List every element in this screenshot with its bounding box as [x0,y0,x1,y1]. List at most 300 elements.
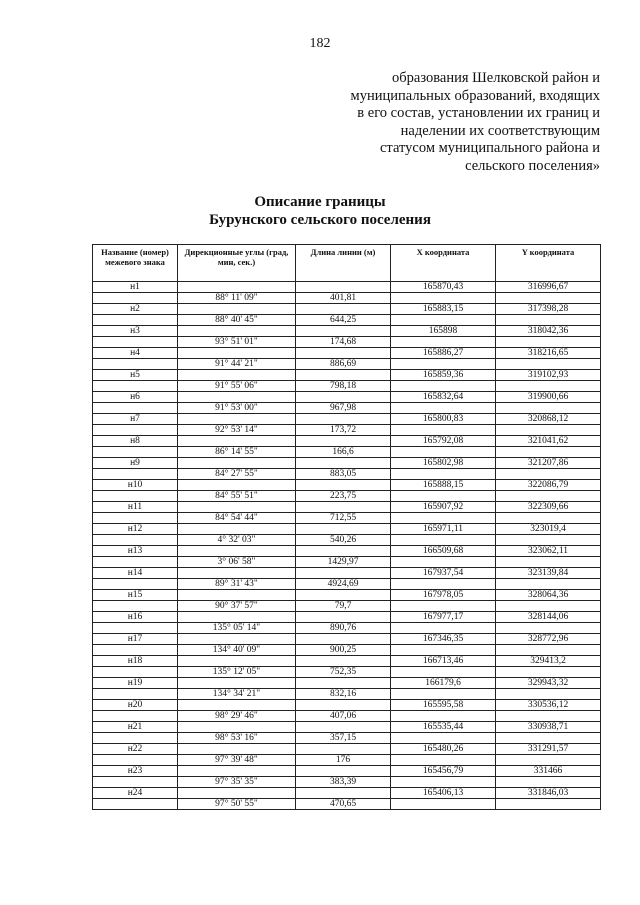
line-length-cell: 223,75 [296,491,391,502]
header-line-length: Длина линии (м) [296,245,391,282]
empty-length-cell [296,326,391,337]
line-length-cell: 712,55 [296,513,391,524]
segment-row [93,513,601,524]
empty-x-cell [391,469,496,480]
point-name-cell: н14 [93,568,178,579]
point-name-cell: н15 [93,590,178,601]
x-coordinate-cell: 167346,35 [391,634,496,645]
empty-y-cell [496,447,601,458]
direction-angle-cell: 134° 34' 21" [178,689,296,700]
empty-name-cell [93,403,178,414]
segment-row [93,623,601,634]
x-coordinate-cell: 165456,79 [391,766,496,777]
empty-name-cell [93,359,178,370]
y-coordinate-cell: 328772,96 [496,634,601,645]
x-coordinate-cell: 166509,68 [391,546,496,557]
point-row [93,744,601,755]
point-name-cell: н11 [93,502,178,513]
header-y-coordinate: Y координата [496,245,601,282]
empty-angle-cell [178,502,296,513]
line-length-cell: 883,05 [296,469,391,480]
point-name-cell: н22 [93,744,178,755]
empty-x-cell [391,711,496,722]
line-length-cell: 886,69 [296,359,391,370]
empty-length-cell [296,370,391,381]
empty-y-cell [496,293,601,304]
empty-angle-cell [178,590,296,601]
empty-name-cell [93,315,178,326]
segment-row [93,667,601,678]
document-title [0,193,640,229]
empty-x-cell [391,293,496,304]
empty-name-cell [93,425,178,436]
point-name-cell: н7 [93,414,178,425]
direction-angle-cell: 134° 40' 09" [178,645,296,656]
y-coordinate-cell: 318042,36 [496,326,601,337]
empty-y-cell [496,755,601,766]
empty-name-cell [93,293,178,304]
x-coordinate-cell: 165898 [391,326,496,337]
point-name-cell: н12 [93,524,178,535]
point-name-cell: н17 [93,634,178,645]
segment-row [93,535,601,546]
empty-angle-cell [178,678,296,689]
empty-length-cell [296,678,391,689]
empty-length-cell [296,282,391,293]
point-name-cell: н18 [93,656,178,667]
header-line: в его состав, установлении их границ и [357,105,600,121]
segment-row [93,645,601,656]
point-name-cell: н2 [93,304,178,315]
point-name-cell: н3 [93,326,178,337]
line-length-cell: 832,16 [296,689,391,700]
direction-angle-cell: 135° 05' 14" [178,623,296,634]
segment-row [93,755,601,766]
point-row [93,458,601,469]
empty-y-cell [496,777,601,788]
empty-x-cell [391,315,496,326]
empty-length-cell [296,458,391,469]
point-row [93,436,601,447]
x-coordinate-cell: 167977,17 [391,612,496,623]
point-name-cell: н9 [93,458,178,469]
empty-angle-cell [178,722,296,733]
empty-angle-cell [178,304,296,315]
empty-angle-cell [178,546,296,557]
y-coordinate-cell: 319900,66 [496,392,601,403]
x-coordinate-cell: 165907,92 [391,502,496,513]
y-coordinate-cell: 323139,84 [496,568,601,579]
empty-x-cell [391,381,496,392]
line-length-cell: 967,98 [296,403,391,414]
direction-angle-cell: 88° 11' 09" [178,293,296,304]
line-length-cell: 540,26 [296,535,391,546]
empty-angle-cell [178,414,296,425]
direction-angle-cell: 89° 31' 43" [178,579,296,590]
line-length-cell: 890,76 [296,623,391,634]
empty-name-cell [93,381,178,392]
empty-angle-cell [178,612,296,623]
table-header-row [93,245,601,282]
point-row [93,524,601,535]
y-coordinate-cell: 322309,66 [496,502,601,513]
segment-row [93,469,601,480]
empty-length-cell [296,788,391,799]
x-coordinate-cell: 165802,98 [391,458,496,469]
direction-angle-cell: 98° 53' 16" [178,733,296,744]
empty-length-cell [296,656,391,667]
segment-row [93,601,601,612]
empty-x-cell [391,601,496,612]
y-coordinate-cell: 320868,12 [496,414,601,425]
empty-angle-cell [178,524,296,535]
direction-angle-cell: 98° 29' 46" [178,711,296,722]
point-name-cell: н1 [93,282,178,293]
point-row [93,392,601,403]
empty-angle-cell [178,370,296,381]
segment-row [93,293,601,304]
empty-y-cell [496,359,601,370]
x-coordinate-cell: 165886,27 [391,348,496,359]
point-row [93,282,601,293]
empty-length-cell [296,304,391,315]
point-name-cell: н23 [93,766,178,777]
point-row [93,568,601,579]
direction-angle-cell: 3° 06' 58" [178,557,296,568]
direction-angle-cell: 84° 55' 51" [178,491,296,502]
empty-name-cell [93,579,178,590]
x-coordinate-cell: 165971,11 [391,524,496,535]
point-name-cell: н10 [93,480,178,491]
line-length-cell: 166,6 [296,447,391,458]
segment-row [93,733,601,744]
segment-row [93,337,601,348]
empty-y-cell [496,557,601,568]
direction-angle-cell: 91° 44' 21" [178,359,296,370]
y-coordinate-cell: 323062,11 [496,546,601,557]
point-row [93,766,601,777]
segment-row [93,799,601,810]
y-coordinate-cell: 322086,79 [496,480,601,491]
point-name-cell: н24 [93,788,178,799]
x-coordinate-cell: 165595,58 [391,700,496,711]
y-coordinate-cell: 317398,28 [496,304,601,315]
point-name-cell: н6 [93,392,178,403]
empty-name-cell [93,777,178,788]
direction-angle-cell: 91° 53' 00" [178,403,296,414]
point-name-cell: н13 [93,546,178,557]
empty-x-cell [391,689,496,700]
empty-length-cell [296,436,391,447]
point-row [93,546,601,557]
direction-angle-cell: 4° 32' 03" [178,535,296,546]
empty-length-cell [296,414,391,425]
x-coordinate-cell: 165870,43 [391,282,496,293]
header-direction-angle: Дирекционные углы (град, мин, сек.) [178,245,296,282]
x-coordinate-cell: 165792,08 [391,436,496,447]
direction-angle-cell: 91° 55' 06" [178,381,296,392]
empty-angle-cell [178,766,296,777]
empty-length-cell [296,392,391,403]
line-length-cell: 1429,97 [296,557,391,568]
title-line: Бурунского сельского поселения [209,212,431,228]
y-coordinate-cell: 323019,4 [496,524,601,535]
empty-name-cell [93,469,178,480]
empty-angle-cell [178,392,296,403]
empty-y-cell [496,799,601,810]
header-x-coordinate: X координата [391,245,496,282]
empty-length-cell [296,480,391,491]
y-coordinate-cell: 319102,93 [496,370,601,381]
point-row [93,348,601,359]
empty-x-cell [391,579,496,590]
empty-x-cell [391,447,496,458]
y-coordinate-cell: 331846,03 [496,788,601,799]
point-name-cell: н21 [93,722,178,733]
y-coordinate-cell: 329943,32 [496,678,601,689]
segment-row [93,359,601,370]
y-coordinate-cell: 331291,57 [496,744,601,755]
x-coordinate-cell: 166179,6 [391,678,496,689]
direction-angle-cell: 86° 14' 55" [178,447,296,458]
point-name-cell: н16 [93,612,178,623]
x-coordinate-cell: 167937,54 [391,568,496,579]
empty-length-cell [296,546,391,557]
point-row [93,700,601,711]
point-row [93,370,601,381]
empty-name-cell [93,623,178,634]
empty-x-cell [391,755,496,766]
empty-angle-cell [178,656,296,667]
y-coordinate-cell: 329413,2 [496,656,601,667]
empty-angle-cell [178,744,296,755]
point-row [93,634,601,645]
empty-length-cell [296,502,391,513]
empty-name-cell [93,755,178,766]
line-length-cell: 79,7 [296,601,391,612]
empty-length-cell [296,722,391,733]
point-row [93,480,601,491]
point-row [93,326,601,337]
empty-length-cell [296,766,391,777]
line-length-cell: 900,25 [296,645,391,656]
x-coordinate-cell: 165859,36 [391,370,496,381]
empty-length-cell [296,568,391,579]
empty-y-cell [496,623,601,634]
point-name-cell: н5 [93,370,178,381]
empty-x-cell [391,403,496,414]
point-row [93,590,601,601]
empty-name-cell [93,711,178,722]
title-line: Описание границы [254,194,386,210]
point-row [93,678,601,689]
empty-y-cell [496,337,601,348]
segment-row [93,777,601,788]
line-length-cell: 357,15 [296,733,391,744]
empty-angle-cell [178,480,296,491]
point-row [93,414,601,425]
x-coordinate-cell: 165535,44 [391,722,496,733]
point-name-cell: н4 [93,348,178,359]
line-length-cell: 383,39 [296,777,391,788]
empty-length-cell [296,744,391,755]
empty-x-cell [391,513,496,524]
empty-y-cell [496,403,601,414]
point-row [93,656,601,667]
empty-name-cell [93,601,178,612]
segment-row [93,447,601,458]
empty-length-cell [296,612,391,623]
empty-x-cell [391,491,496,502]
empty-x-cell [391,799,496,810]
point-row [93,788,601,799]
empty-x-cell [391,645,496,656]
line-length-cell: 752,35 [296,667,391,678]
boundary-coordinates-table [92,244,601,810]
empty-y-cell [496,667,601,678]
empty-angle-cell [178,282,296,293]
empty-name-cell [93,535,178,546]
empty-y-cell [496,733,601,744]
empty-y-cell [496,513,601,524]
empty-x-cell [391,359,496,370]
x-coordinate-cell: 165832,64 [391,392,496,403]
line-length-cell: 470,65 [296,799,391,810]
empty-angle-cell [178,788,296,799]
empty-angle-cell [178,700,296,711]
point-name-cell: н8 [93,436,178,447]
header-line: статусом муниципального района и [380,140,600,156]
point-name-cell: н20 [93,700,178,711]
segment-row [93,315,601,326]
header-line: муниципальных образований, входящих [350,87,600,104]
empty-x-cell [391,425,496,436]
header-line: сельского поселения» [465,157,600,174]
segment-row [93,579,601,590]
y-coordinate-cell: 331466 [496,766,601,777]
direction-angle-cell: 135° 12' 05" [178,667,296,678]
empty-angle-cell [178,634,296,645]
empty-x-cell [391,777,496,788]
direction-angle-cell: 84° 27' 55" [178,469,296,480]
x-coordinate-cell: 167978,05 [391,590,496,601]
empty-x-cell [391,733,496,744]
empty-name-cell [93,689,178,700]
point-row [93,722,601,733]
empty-y-cell [496,711,601,722]
empty-name-cell [93,799,178,810]
direction-angle-cell: 88° 40' 45" [178,315,296,326]
line-length-cell: 644,25 [296,315,391,326]
empty-name-cell [93,733,178,744]
x-coordinate-cell: 165406,13 [391,788,496,799]
empty-y-cell [496,579,601,590]
empty-x-cell [391,535,496,546]
empty-y-cell [496,601,601,612]
empty-x-cell [391,557,496,568]
line-length-cell: 4924,69 [296,579,391,590]
y-coordinate-cell: 321207,86 [496,458,601,469]
direction-angle-cell: 90° 37' 57" [178,601,296,612]
point-row [93,502,601,513]
segment-row [93,403,601,414]
y-coordinate-cell: 328144,06 [496,612,601,623]
direction-angle-cell: 97° 35' 35" [178,777,296,788]
y-coordinate-cell: 330938,71 [496,722,601,733]
empty-y-cell [496,425,601,436]
empty-name-cell [93,645,178,656]
empty-length-cell [296,700,391,711]
page-number: 182 [309,36,331,51]
x-coordinate-cell: 165888,15 [391,480,496,491]
y-coordinate-cell: 328064,36 [496,590,601,601]
empty-length-cell [296,524,391,535]
empty-y-cell [496,469,601,480]
empty-x-cell [391,623,496,634]
empty-length-cell [296,348,391,359]
empty-name-cell [93,337,178,348]
direction-angle-cell: 92° 53' 14" [178,425,296,436]
segment-row [93,711,601,722]
empty-y-cell [496,315,601,326]
table-body [93,282,601,810]
x-coordinate-cell: 165480,26 [391,744,496,755]
y-coordinate-cell: 321041,62 [496,436,601,447]
x-coordinate-cell: 166713,46 [391,656,496,667]
line-length-cell: 407,06 [296,711,391,722]
empty-angle-cell [178,348,296,359]
empty-angle-cell [178,458,296,469]
point-row [93,304,601,315]
header-line: образования Шелковской район и [392,70,600,86]
point-row [93,612,601,623]
header-line: наделении их соответствующим [400,122,600,139]
direction-angle-cell: 97° 39' 48" [178,755,296,766]
segment-row [93,689,601,700]
document-header [300,70,600,175]
empty-name-cell [93,447,178,458]
y-coordinate-cell: 318216,65 [496,348,601,359]
segment-row [93,557,601,568]
direction-angle-cell: 93° 51' 01" [178,337,296,348]
line-length-cell: 174,68 [296,337,391,348]
segment-row [93,425,601,436]
empty-angle-cell [178,326,296,337]
direction-angle-cell: 97° 50' 55" [178,799,296,810]
y-coordinate-cell: 330536,12 [496,700,601,711]
empty-name-cell [93,667,178,678]
x-coordinate-cell: 165800,83 [391,414,496,425]
x-coordinate-cell: 165883,15 [391,304,496,315]
line-length-cell: 173,72 [296,425,391,436]
empty-name-cell [93,513,178,524]
line-length-cell: 176 [296,755,391,766]
segment-row [93,381,601,392]
line-length-cell: 798,18 [296,381,391,392]
direction-angle-cell: 84° 54' 44" [178,513,296,524]
empty-y-cell [496,491,601,502]
empty-y-cell [496,381,601,392]
y-coordinate-cell: 316996,67 [496,282,601,293]
empty-x-cell [391,337,496,348]
empty-y-cell [496,689,601,700]
line-length-cell: 401,81 [296,293,391,304]
empty-name-cell [93,557,178,568]
header-point-name: Название (номер) межевого знака [93,245,178,282]
point-name-cell: н19 [93,678,178,689]
empty-name-cell [93,491,178,502]
empty-x-cell [391,667,496,678]
